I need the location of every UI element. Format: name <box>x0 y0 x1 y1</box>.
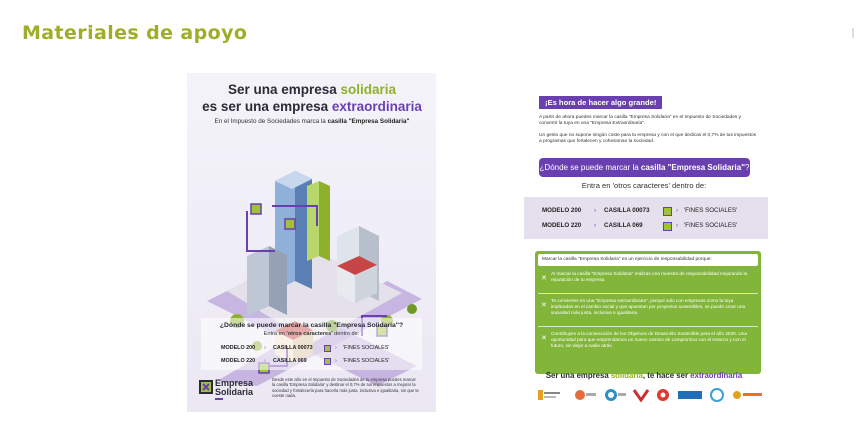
list-item <box>538 269 758 293</box>
poster-row-model: MODELO 220 <box>221 358 256 364</box>
poster-row-fines: 'FINES SOCIALES' <box>343 345 390 351</box>
flyer-row-model: MODELO 200 <box>542 207 582 214</box>
close-x-icon: ✕ <box>541 334 547 342</box>
poster-row-model: MODELO 200 <box>221 345 256 351</box>
sponsor-logo-icon <box>708 388 726 402</box>
flyer-badge: ¡Es hora de hacer algo grande! <box>539 96 662 109</box>
flyer-row <box>542 222 762 234</box>
flyer-footer <box>520 371 768 380</box>
close-x-icon: ✕ <box>541 301 547 309</box>
responsibility-heading: Marcar la casilla "Empresa Solidaria" es un ejercicio de responsabilidad porque: <box>538 254 758 266</box>
poster-title-line1-b: solidaria <box>340 82 397 97</box>
flyer-question-a: ¿Dónde se puede marcar la <box>539 163 641 172</box>
sponsor-logo-icon <box>604 388 626 402</box>
responsibility-box <box>535 251 761 374</box>
poster-row-box: CASILLA 069 <box>273 358 307 364</box>
checkbox-icon <box>663 207 672 216</box>
list-item <box>538 329 758 353</box>
edge-divider <box>852 28 854 38</box>
flyer-question-b: casilla "Empresa Solidaria" <box>640 163 746 172</box>
flyer-row-box: CASILLA 00073 <box>604 207 650 214</box>
chevron-right-icon: › <box>264 358 266 364</box>
sponsor-logo-icon <box>654 388 672 402</box>
poster-title-line2-a: es ser una empresa <box>202 99 332 114</box>
chevron-right-icon: › <box>335 358 337 364</box>
flyer-row-box: CASILLA 069 <box>604 222 643 229</box>
sponsor-logo-icon <box>732 388 762 402</box>
chevron-right-icon: › <box>676 207 679 214</box>
poster-row <box>221 345 411 354</box>
page-heading: Materiales de apoyo <box>22 22 248 44</box>
sponsor-logos <box>538 388 764 404</box>
chevron-right-icon: › <box>335 345 337 351</box>
flyer-footer-a: Ser una empresa <box>545 371 611 380</box>
flyer-image[interactable] <box>520 73 768 412</box>
flyer-paragraph-2: Un gesto que no supone ningún coste para tu empresa y con el que dedicas el 0,7% de tus impuestos a programas que fortalecen y cohesionan la sociedad. <box>539 133 757 145</box>
poster-title-line2 <box>199 99 425 114</box>
poster-enter <box>201 331 422 337</box>
sponsor-logo-icon <box>632 388 650 402</box>
poster-subtitle-a: En el Impuesto de Sociedades marca la <box>214 118 328 125</box>
chevron-right-icon: › <box>594 222 597 229</box>
chevron-right-icon: › <box>676 222 679 229</box>
poster-row <box>221 358 411 367</box>
divider <box>538 293 758 294</box>
flyer-footer-c: , te hace ser <box>642 371 691 380</box>
sponsor-logo-icon <box>574 388 596 402</box>
logo-line1: Empresa <box>215 378 254 388</box>
poster-title-line1 <box>199 82 425 97</box>
flyer-enter: Entra en 'otros caracteres' dentro de: <box>581 181 707 190</box>
sponsor-logo-icon <box>678 388 702 402</box>
logo-line2: Solidaria <box>215 387 254 397</box>
list-item <box>538 296 758 320</box>
checkbox-icon <box>324 358 331 365</box>
poster-title-line1-a: Ser una empresa <box>227 82 341 97</box>
flyer-question-c: ? <box>745 163 750 172</box>
logo-text <box>215 379 253 397</box>
divider <box>538 326 758 327</box>
poster-question: ¿Dónde se puede marcar la casilla "Empresa Solidaria"? <box>219 322 404 329</box>
poster-image[interactable] <box>187 73 436 412</box>
poster-body-text: Desde este año en el Impuesto de Sociedades de tu empresa puedes marcar la casilla 'Empresa Solidaria' y destinar el 0,7% de tus impuestos a mejorar la sociedad y fortalecerla para hacerla más justa, inclusiva e igualitaria, sin que te cueste nada. <box>272 377 419 398</box>
flyer-footer-b: solidaria <box>610 371 643 380</box>
flyer-footer-d: extraordinaria <box>690 371 743 380</box>
flyer-model-table <box>524 197 768 239</box>
list-item-text: Contribuyes a la consecución de los Objetivos de Desarrollo Sostenible para el año 2030. Una oportunidad para que emprendamos un nuevo camino de compromiso con el entorno y con el futuro, sin dejar a nadie atrás. <box>551 331 747 348</box>
poster-enter-a: Entra en <box>263 331 287 337</box>
list-item-text: Te conviertes en una "Empresa extraordinaria", porque solo con empresas como la tuya implicadas en el cambio social y que apuestan por proyectos sostenibles, se puede crear una sociedad más justa, inclusiva e igualitaria. <box>551 298 746 315</box>
chevron-right-icon: › <box>594 207 597 214</box>
poster-info-box <box>201 318 422 370</box>
poster-row-box: CASILLA 00073 <box>273 345 313 351</box>
flyer-row <box>542 207 762 219</box>
poster-row-fines: 'FINES SOCIALES' <box>343 358 390 364</box>
flyer-question <box>539 158 750 177</box>
flyer-row-fines: 'FINES SOCIALES' <box>684 222 738 229</box>
poster-enter-b: 'otros caracteres' <box>286 331 333 337</box>
poster-enter-c: dentro de: <box>332 331 360 337</box>
flyer-row-fines: 'FINES SOCIALES' <box>684 207 738 214</box>
poster-title-line2-b: extraordinaria <box>331 99 422 114</box>
sponsor-logo-icon <box>538 388 562 402</box>
checkbox-icon <box>663 222 672 231</box>
close-x-icon: ✕ <box>541 274 547 282</box>
poster-subtitle <box>193 118 431 125</box>
flyer-row-model: MODELO 220 <box>542 222 582 229</box>
poster-subtitle-b: casilla "Empresa Solidaria" <box>327 118 410 125</box>
checkbox-icon <box>324 345 331 352</box>
list-item-text: Al marcar la casilla "Empresa Solidaria" realizas una muestra de responsabilidad mejorando la reputación de tu empresa. <box>551 271 748 282</box>
chevron-right-icon: › <box>264 345 266 351</box>
flyer-paragraph-1: A partir de ahora puedes marcar la casilla "Empresa Solidaria" en el Impuesto de Sociedades y convertir la tuya en una "Empresa Extraordinaria". <box>539 115 742 127</box>
